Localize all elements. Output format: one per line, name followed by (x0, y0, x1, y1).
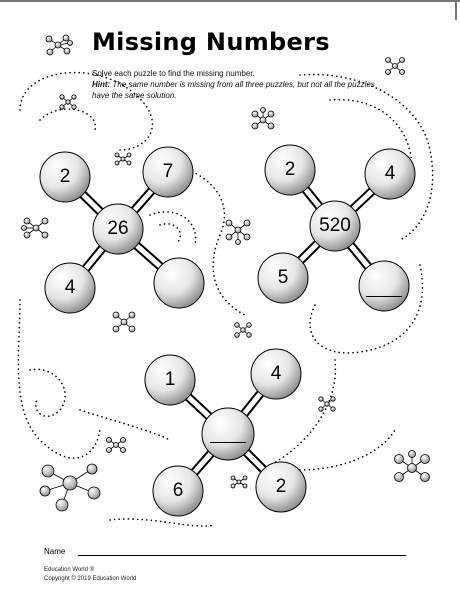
instructions-text: Solve each puzzle to find the missing number. (92, 69, 255, 78)
puzzle-1-center-number: 26 (107, 218, 129, 239)
name-input-line[interactable] (78, 555, 406, 556)
puzzle-3-top-left-number: 1 (164, 369, 176, 390)
puzzle-1-bottom-left-number: 4 (64, 277, 76, 298)
brand-text: Education World ® (44, 567, 95, 573)
puzzle-2-top-left-number: 2 (284, 159, 296, 180)
worksheet-title: Missing Numbers (92, 28, 330, 56)
name-field (44, 547, 74, 556)
puzzle-2-top-right-number: 4 (384, 163, 396, 184)
puzzle-1-bottom-right-number[interactable] (149, 268, 209, 298)
puzzle-1-top-left-number: 2 (59, 166, 71, 187)
copyright-text: Copyright © 2019 Education World (44, 576, 137, 582)
puzzle-2-bottom-left-number: 5 (277, 267, 289, 288)
footer-credits (44, 566, 136, 584)
hint-text: The same number is missing from all three puzzles, but not all the puzzles have the same solution. (92, 80, 375, 100)
name-label: Name (44, 547, 66, 556)
puzzle-3-bottom-left-number: 6 (172, 480, 184, 501)
puzzle-3-center-answer-blank[interactable]: ____ (210, 427, 246, 444)
puzzle-1-top-right-number: 7 (162, 161, 174, 182)
puzzle-2-center-number: 520 (319, 215, 351, 236)
puzzle-3-top-right-number: 4 (270, 363, 282, 384)
hint-label: Hint: (92, 80, 111, 89)
puzzle-2-bottom-right-answer-blank[interactable]: ____ (366, 281, 402, 298)
puzzle-3-bottom-right-number: 2 (275, 476, 287, 497)
